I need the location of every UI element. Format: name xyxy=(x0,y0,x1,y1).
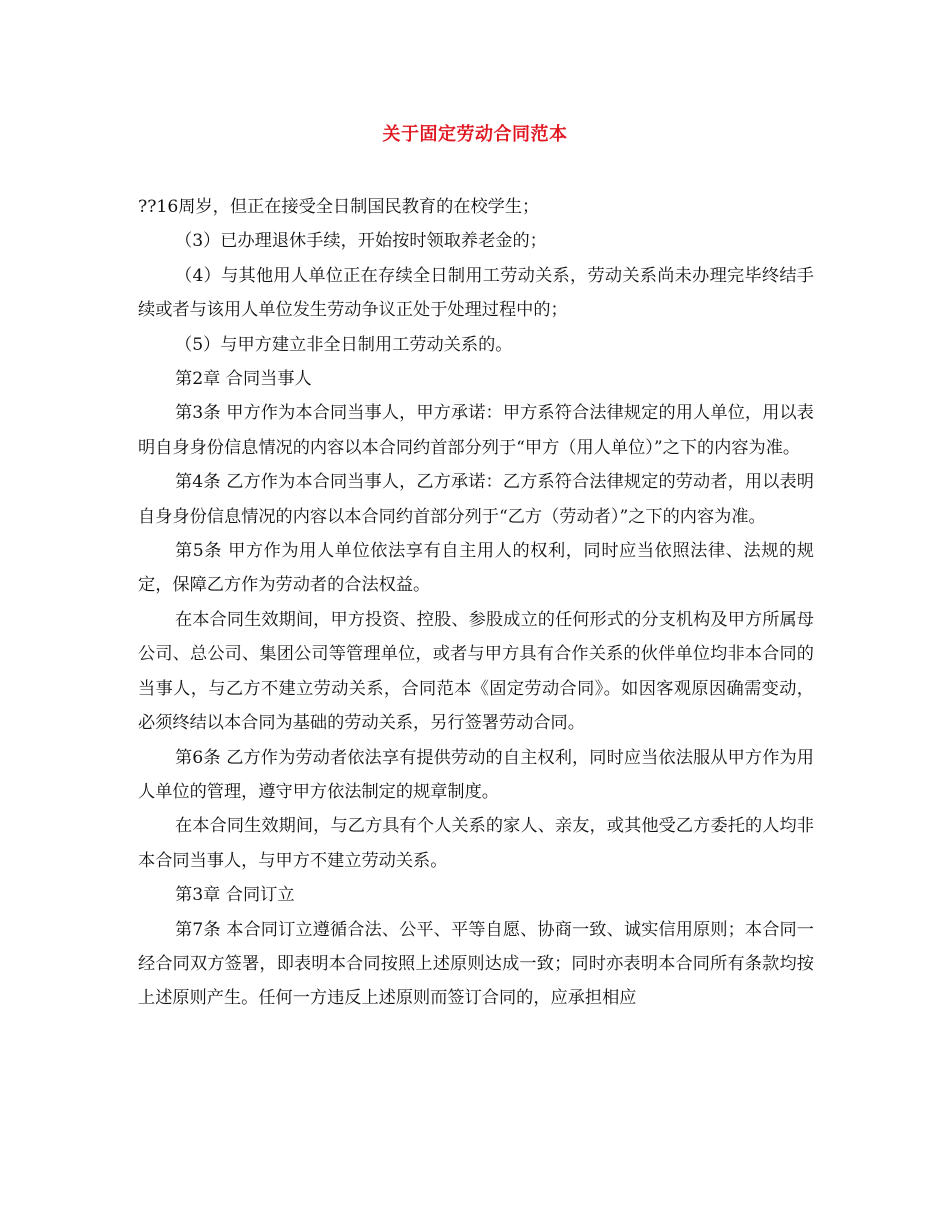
paragraph-continuation: ??16周岁，但正在接受全日制国民教育的在校学生； xyxy=(138,197,540,217)
document-title: 关于固定劳动合同范本 xyxy=(382,124,568,145)
article-5: 第5条 甲方作为用人单位依法享有自主用人的权利，同时应当依照法律、法规的规定，保障乙方作为劳动者的合法权益。 xyxy=(138,541,814,596)
paragraph-item-5: （5）与甲方建立非全日制用工劳动关系的。 xyxy=(175,334,513,355)
article-3: 第3条 甲方作为本合同当事人，甲方承诺：甲方系符合法律规定的用人单位，用以表明自身身份信息情况的内容以本合同约首部分列于“甲方（用人单位）”之下的内容为准。 xyxy=(138,403,814,458)
article-5-paragraph-2: 在本合同生效期间，甲方投资、控股、参股成立的任何形式的分支机构及甲方所属母公司、总公司、集团公司等管理单位，或者与甲方具有合作关系的伙伴单位均非本合同的当事人，与乙方不建立劳动关系，合同范本《固定劳动合同》。如因客观原因确需变动，必须终结以本合同为基础的劳动关系，另行签署劳动合同。 xyxy=(138,609,814,734)
paragraph-item-4: （4）与其他用人单位正在存续全日制用工劳动关系，劳动关系尚未办理完毕终结手续或者与该用人单位发生劳动争议正处于处理过程中的； xyxy=(138,265,814,321)
article-6-paragraph-2: 在本合同生效期间，与乙方具有个人关系的家人、亲友，或其他受乙方委托的人均非本合同当事人，与甲方不建立劳动关系。 xyxy=(138,816,814,871)
chapter-heading-2: 第2章 合同当事人 xyxy=(175,369,312,390)
paragraph-item-3: （3）已办理退休手续，开始按时领取养老金的； xyxy=(175,231,547,252)
article-6: 第6条 乙方作为劳动者依法享有提供劳动的自主权利，同时应当依法服从甲方作为用人单位的管理，遵守甲方依法制定的规章制度。 xyxy=(138,747,814,802)
article-4: 第4条 乙方作为本合同当事人，乙方承诺：乙方系符合法律规定的劳动者，用以表明自身身份信息情况的内容以本合同约首部分列于“乙方（劳动者）”之下的内容为准。 xyxy=(138,472,814,527)
chapter-heading-3: 第3章 合同订立 xyxy=(175,885,295,906)
document-body xyxy=(138,190,814,1016)
article-7: 第7条 本合同订立遵循合法、公平、平等自愿、协商一致、诚实信用原则；本合同一经合同双方签署，即表明本合同按照上述原则达成一致；同时亦表明本合同所有条款均按上述原则产生。任何一方违反上述原则而签订合同的，应承担相应 xyxy=(138,919,814,1009)
